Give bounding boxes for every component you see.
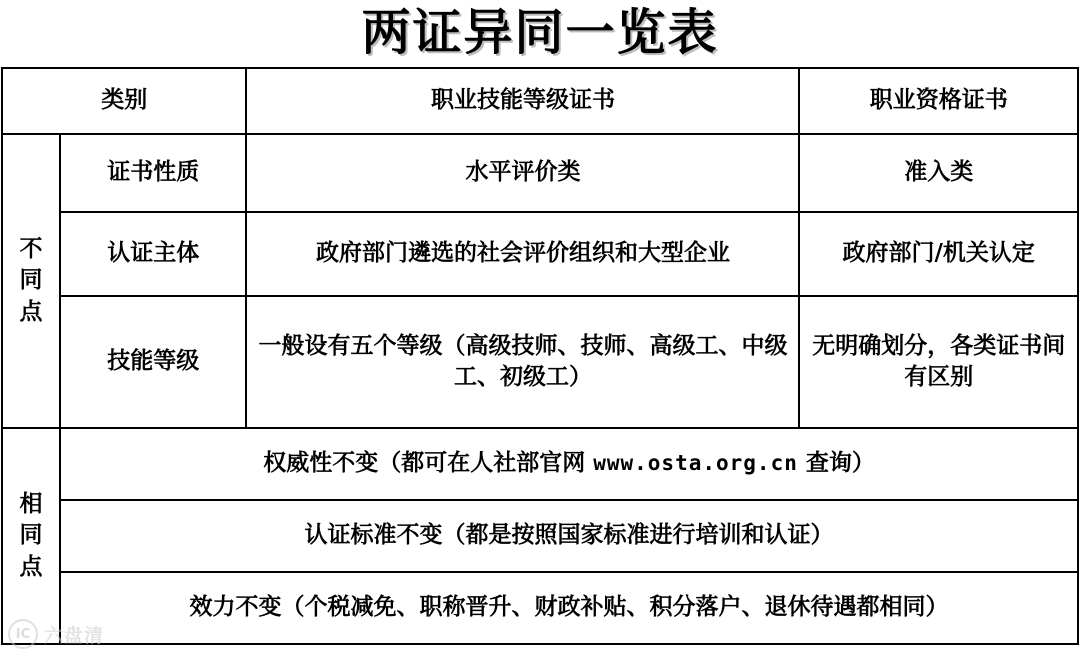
row-category-level: 技能等级 (60, 296, 246, 428)
row-qual-level: 无明确划分，各类证书间有区别 (799, 296, 1078, 428)
row-skill-subject: 政府部门遴选的社会评价组织和大型企业 (246, 212, 799, 296)
osta-url: www.osta.org.cn (593, 451, 798, 476)
similarity-effect-lead: 效力不变 (189, 594, 282, 621)
table-row (2, 500, 1078, 572)
similarity-standard-detail: （都是按照国家标准进行培训和认证） (442, 522, 834, 549)
table-row (2, 134, 1078, 212)
similarity-standard-lead: 认证标准不变 (304, 522, 443, 549)
similarity-authority-lead: 权威性不变 (263, 450, 379, 477)
header-category: 类别 (2, 68, 246, 134)
row-qual-nature: 准入类 (799, 134, 1078, 212)
page-title: 两证异同一览表 (361, 4, 719, 61)
similarity-authority (60, 428, 1078, 500)
similarity-standard (60, 500, 1078, 572)
table-row (2, 296, 1078, 428)
similarity-authority-prefix: （都可在人社部官网 (378, 450, 594, 477)
table-header-row (2, 68, 1078, 134)
similarity-effect (60, 572, 1078, 644)
row-skill-level: 一般设有五个等级（高级技师、技师、高级工、中级工、初级工） (246, 296, 799, 428)
similarity-authority-suffix: 查询） (797, 450, 875, 477)
header-qualification-cert: 职业资格证书 (799, 68, 1078, 134)
row-category-nature: 证书性质 (60, 134, 246, 212)
row-category-subject: 认证主体 (60, 212, 246, 296)
row-qual-subject: 政府部门/机关认定 (799, 212, 1078, 296)
table-row (2, 428, 1078, 500)
watermark (8, 619, 104, 649)
watermark-text: 六盘清 (44, 624, 105, 647)
group-label-similarities: 相同点 (2, 428, 60, 644)
watermark-badge-icon: IC (8, 619, 38, 649)
table-row (2, 572, 1078, 644)
similarity-effect-detail: （个税减免、职称晋升、财政补贴、积分落户、退休待遇都相同） (281, 594, 949, 621)
comparison-table (1, 67, 1079, 645)
row-skill-nature: 水平评价类 (246, 134, 799, 212)
header-skill-cert: 职业技能等级证书 (246, 68, 799, 134)
group-label-differences: 不同点 (2, 134, 60, 428)
table-row (2, 212, 1078, 296)
